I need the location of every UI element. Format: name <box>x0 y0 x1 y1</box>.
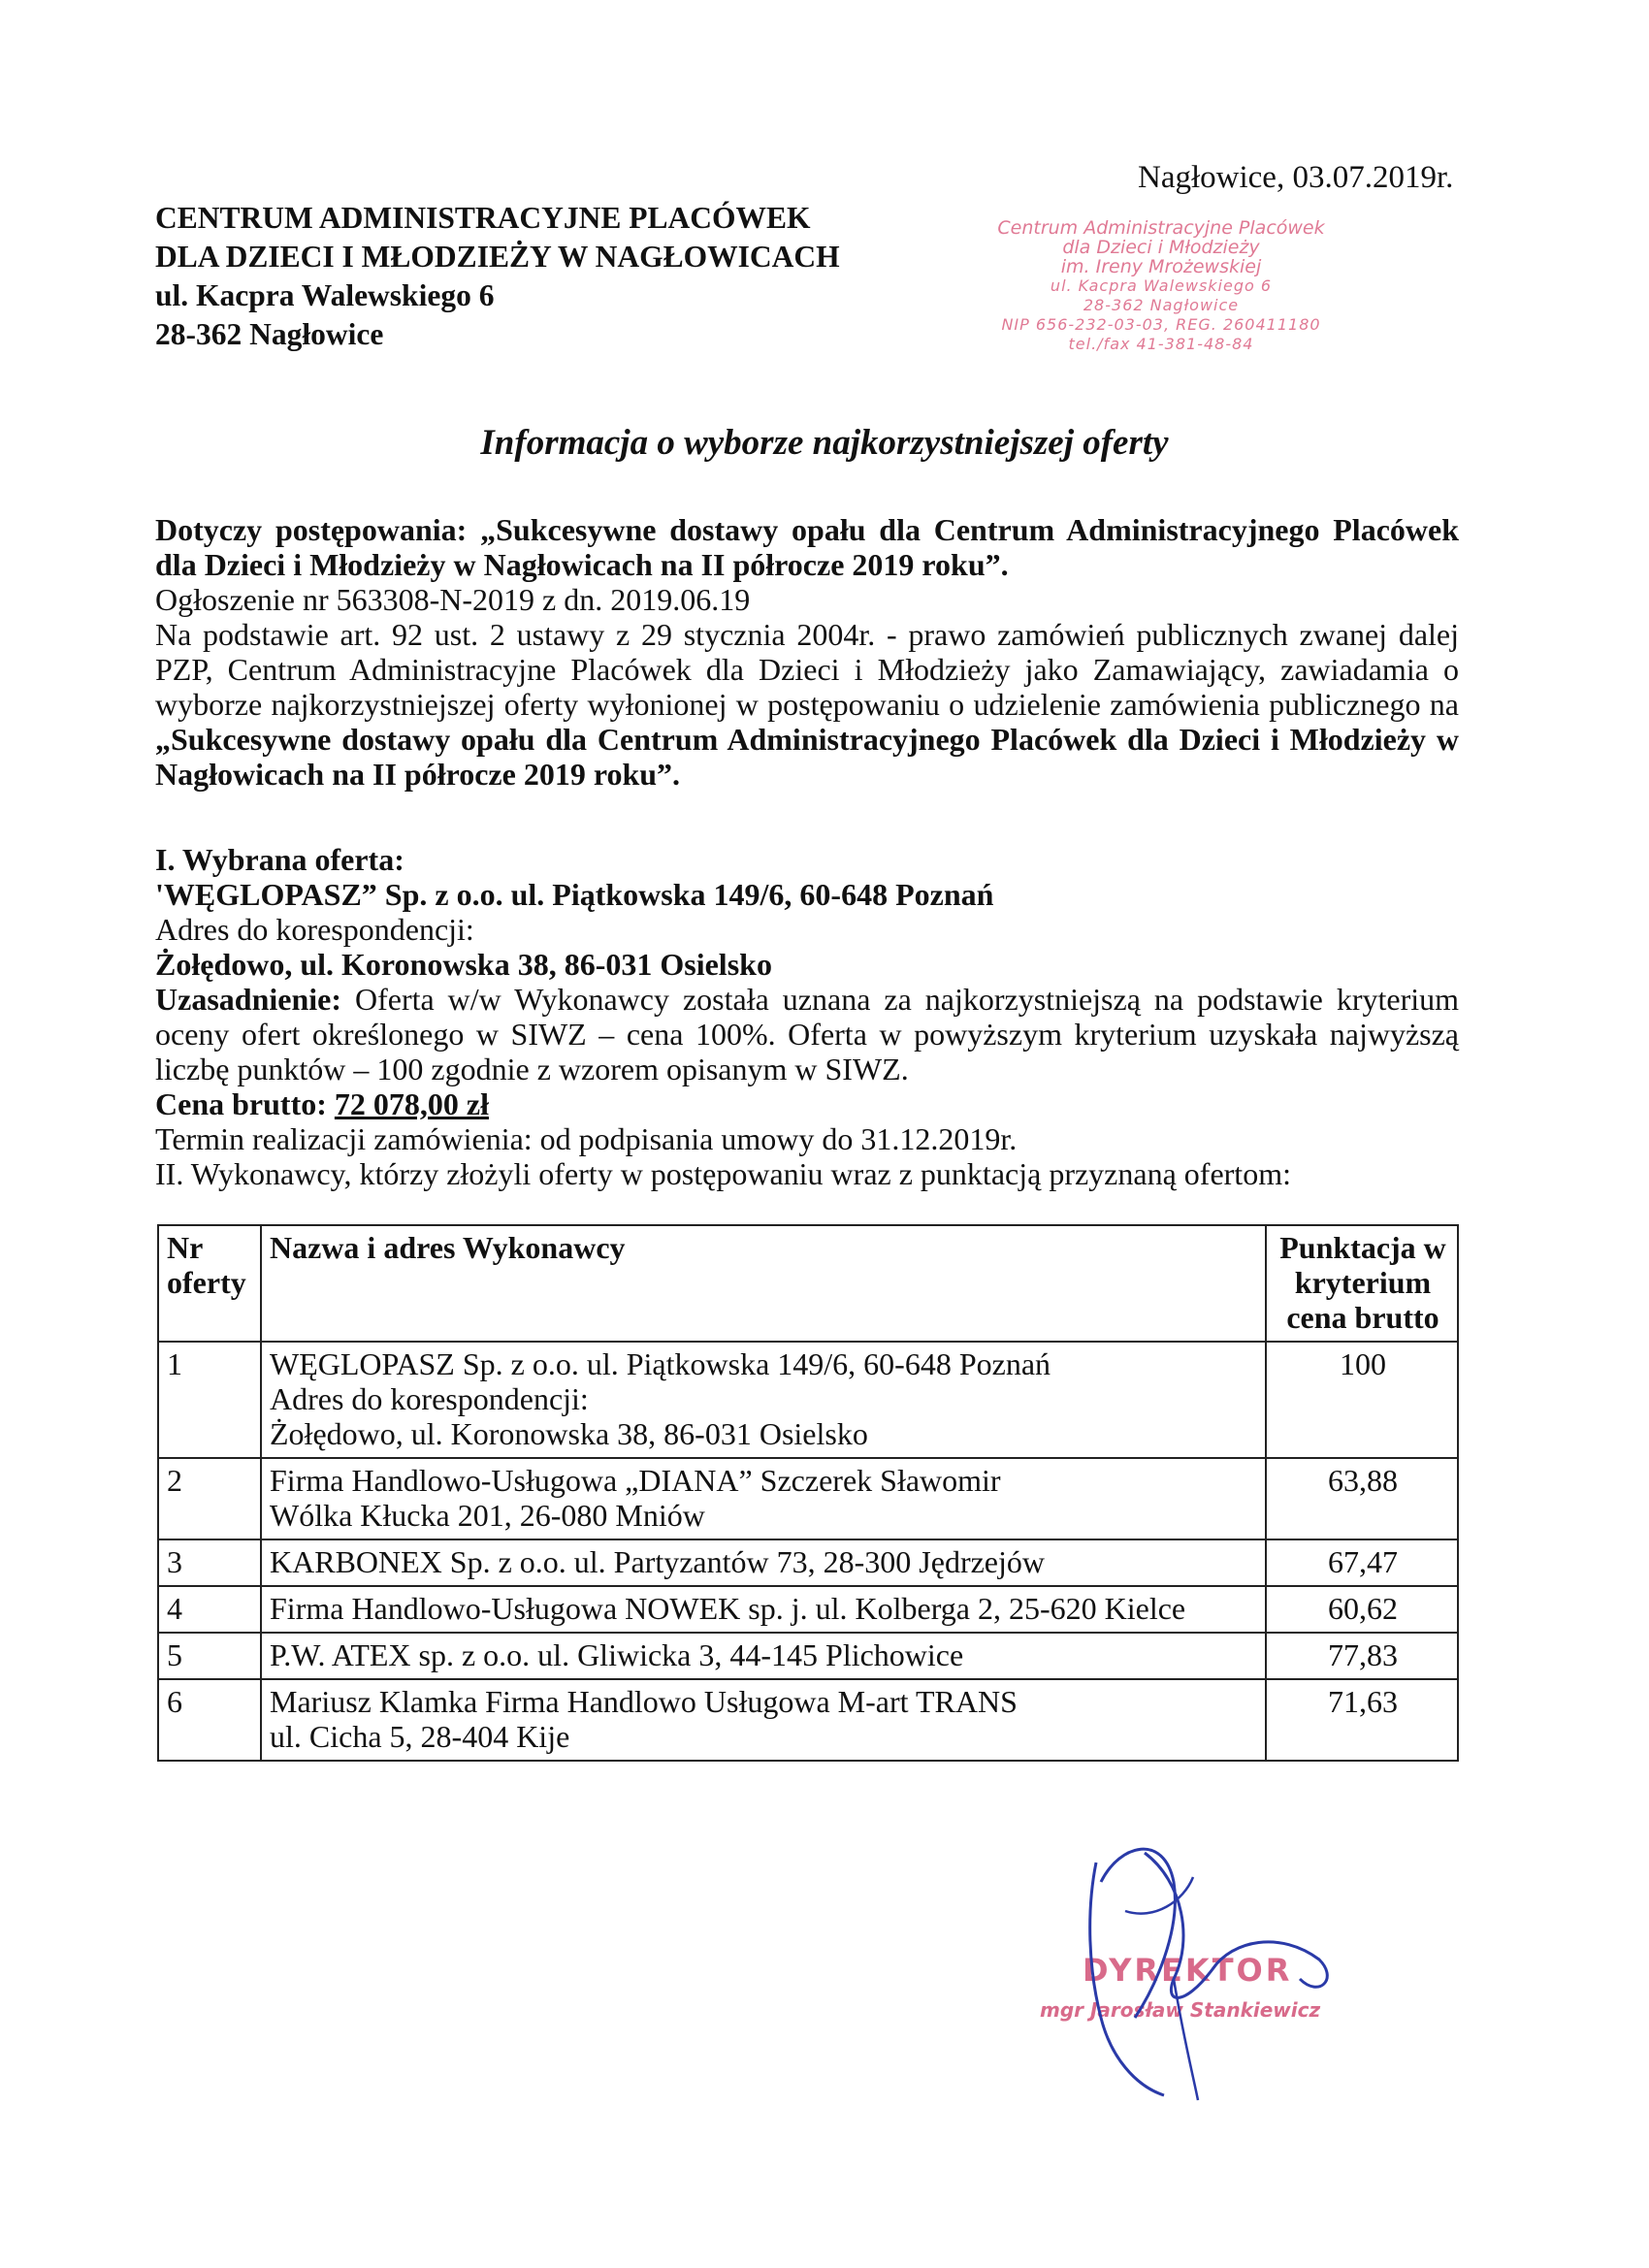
offer-score: 63,88 <box>1266 1458 1458 1539</box>
offer-number: 6 <box>158 1679 261 1761</box>
contractor-line: Żołędowo, ul. Koronowska 38, 86-031 Osielsko <box>270 1416 868 1451</box>
price-line <box>155 1086 1459 1121</box>
offers-table <box>157 1224 1459 1762</box>
stamp-line: im. Ireny Mrożewskiej <box>1060 256 1262 277</box>
offer-score: 60,62 <box>1266 1586 1458 1633</box>
contractor-line: Wólka Kłucka 201, 26-080 Mniów <box>270 1498 705 1533</box>
table-row <box>158 1633 1458 1679</box>
offer-score: 77,83 <box>1266 1633 1458 1679</box>
price-label: Cena brutto: <box>155 1086 327 1121</box>
offer-number: 5 <box>158 1633 261 1679</box>
sender-line: ul. Kacpra Walewskiego 6 <box>155 278 495 312</box>
contractor-line: Firma Handlowo-Usługowa NOWEK sp. j. ul. Kolberga 2, 25-620 Kielce <box>270 1591 1186 1626</box>
contractor-line: P.W. ATEX sp. z o.o. ul. Gliwicka 3, 44-145 Plichowice <box>270 1637 964 1672</box>
table-row <box>158 1586 1458 1633</box>
place-date: Nagłowice, 03.07.2019r. <box>1138 160 1454 195</box>
sender-line: 28-362 Nagłowice <box>155 317 384 351</box>
offer-score: 67,47 <box>1266 1539 1458 1586</box>
price-value: 72 078,00 zł <box>334 1086 489 1121</box>
correspondence-label: Adres do korespondencji: <box>155 912 474 947</box>
institution-stamp <box>933 218 1389 354</box>
offer-contractor <box>261 1342 1266 1458</box>
stamp-line: ul. Kacpra Walewskiego 6 <box>1050 276 1273 295</box>
justification-paragraph <box>155 982 1459 1086</box>
director-stamp-title: DYREKTOR <box>1083 1952 1293 1989</box>
table-row <box>158 1539 1458 1586</box>
legal-basis-text: Na podstawie art. 92 ust. 2 ustawy z 29 stycznia 2004r. - prawo zamówień publicznych zwanej dalej PZP, Centrum Administracyjne Placówek dla Dzieci i Młodzieży jako Zamawiający, zawiadamia o wyborze najkorzystniejszej oferty wyłonionej w postępowaniu o udzielenie zamówienia publicznego na <box>155 617 1459 722</box>
column-header-contractor: Nazwa i adres Wykonawcy <box>261 1225 1266 1342</box>
stamp-line: dla Dzieci i Młodzieży <box>1062 237 1260 258</box>
offers-heading: II. Wykonawcy, którzy złożyli oferty w postępowaniu wraz z punktacją przyznaną ofertom: <box>155 1156 1291 1191</box>
concerns-label: Dotyczy postępowania: <box>155 512 468 547</box>
director-stamp-name: mgr Jarosław Stankiewicz <box>1040 1998 1321 2022</box>
legal-basis-paragraph <box>155 617 1459 792</box>
column-header-score: Punktacja w kryterium cena brutto <box>1266 1225 1458 1342</box>
sender-block <box>155 199 840 354</box>
justification-text: Oferta w/w Wykonawcy została uznana za najkorzystniejszą na podstawie kryterium oceny ofert określonego w SIWZ – cena 100%. Oferta w powyższym kryterium uzyskała najwyższą liczbę punktów – 100 zgodnie z wzorem opisanym w SIWZ. <box>155 982 1460 1086</box>
offer-number: 4 <box>158 1586 261 1633</box>
offer-contractor <box>261 1679 1266 1761</box>
stamp-line: Centrum Administracyjne Placówek <box>997 217 1325 239</box>
contractor-line: Mariusz Klamka Firma Handlowo Usługowa M-art TRANS <box>270 1684 1018 1719</box>
selected-heading: I. Wybrana oferta: <box>155 842 404 877</box>
deadline-line: Termin realizacji zamówienia: od podpisania umowy do 31.12.2019r. <box>155 1121 1018 1156</box>
sender-line: DLA DZIECI I MŁODZIEŻY W NAGŁOWICACH <box>155 240 840 274</box>
contractor-line: Adres do korespondencji: <box>270 1381 589 1416</box>
offer-number: 1 <box>158 1342 261 1458</box>
offer-number: 2 <box>158 1458 261 1539</box>
concerns-text: „Sukcesywne dostawy opału dla Centrum Administracyjnego Placówek dla Dzieci i Młodzieży w Nagłowicach na II półrocze 2019 roku”. <box>155 512 1460 582</box>
announcement-line: Ogłoszenie nr 563308-N-2019 z dn. 2019.06.19 <box>155 582 751 617</box>
correspondence-address: Żołędowo, ul. Koronowska 38, 86-031 Osielsko <box>155 947 772 982</box>
offer-contractor <box>261 1458 1266 1539</box>
column-header-number: Nr oferty <box>158 1225 261 1342</box>
offer-number: 3 <box>158 1539 261 1586</box>
offer-contractor <box>261 1586 1266 1633</box>
table-row <box>158 1679 1458 1761</box>
offer-contractor <box>261 1633 1266 1679</box>
offer-score: 71,63 <box>1266 1679 1458 1761</box>
table-header-row <box>158 1225 1458 1342</box>
offer-contractor <box>261 1539 1266 1586</box>
justification-label: Uzasadnienie: <box>155 982 341 1017</box>
document-body <box>155 512 1459 1191</box>
contractor-line: KARBONEX Sp. z o.o. ul. Partyzantów 73, 28-300 Jędrzejów <box>270 1544 1045 1579</box>
stamp-line: NIP 656-232-03-03, REG. 260411180 <box>1001 315 1321 334</box>
contractor-line: ul. Cicha 5, 28-404 Kije <box>270 1719 570 1754</box>
table-row <box>158 1342 1458 1458</box>
contractor-line: Firma Handlowo-Usługowa „DIANA” Szczerek Sławomir <box>270 1463 1001 1498</box>
stamp-line: tel./fax 41-381-48-84 <box>1068 335 1254 353</box>
sender-line: CENTRUM ADMINISTRACYJNE PLACÓWEK <box>155 201 811 235</box>
concerns-paragraph <box>155 512 1459 582</box>
stamp-line: 28-362 Nagłowice <box>1083 296 1240 314</box>
document-title: Informacja o wyborze najkorzystniejszej oferty <box>480 423 1169 463</box>
table-row <box>158 1458 1458 1539</box>
offer-score: 100 <box>1266 1342 1458 1458</box>
handwritten-signature <box>1028 1824 1416 2105</box>
contractor-line: WĘGLOPASZ Sp. z o.o. ul. Piątkowska 149/6, 60-648 Poznań <box>270 1346 1051 1381</box>
legal-basis-subject: „Sukcesywne dostawy opału dla Centrum Administracyjnego Placówek dla Dzieci i Młodzieży w Nagłowicach na II półrocze 2019 roku”. <box>155 722 1459 792</box>
selected-company: 'WĘGLOPASZ” Sp. z o.o. ul. Piątkowska 149/6, 60-648 Poznań <box>155 877 994 912</box>
